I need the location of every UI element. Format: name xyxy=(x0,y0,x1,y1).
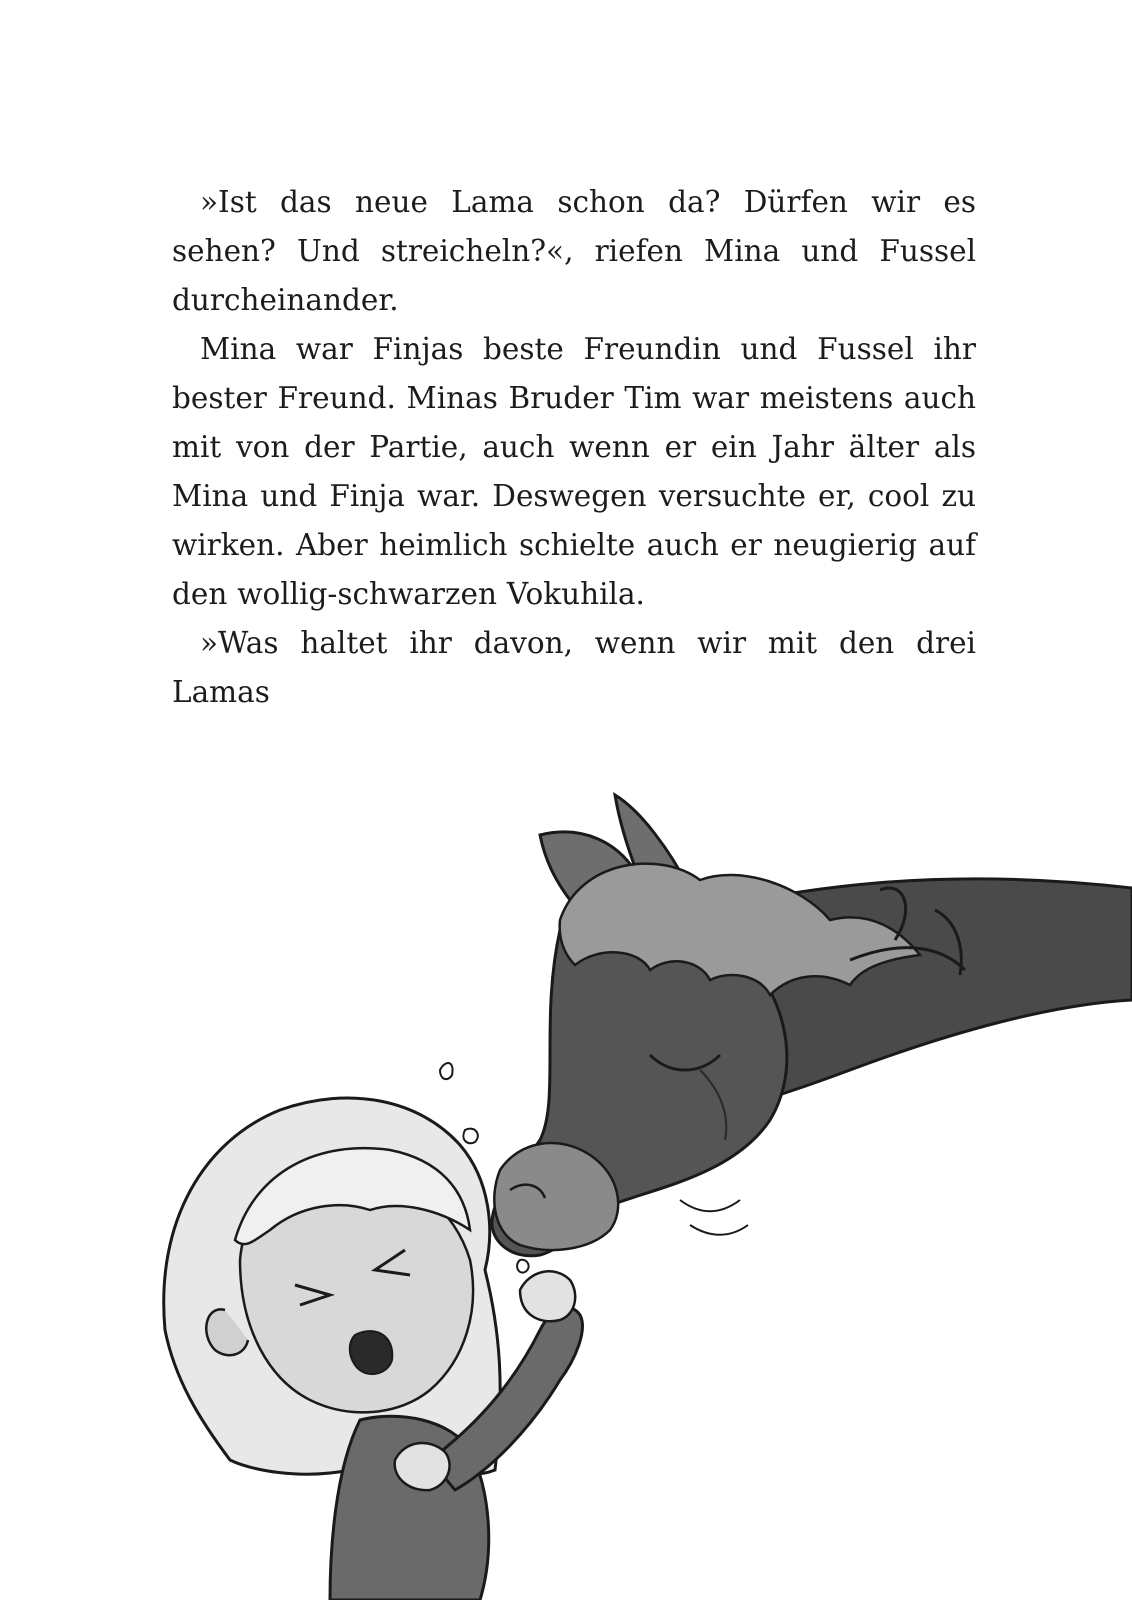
splash-drop xyxy=(440,1063,453,1079)
paragraph-3: »Was haltet ihr davon, wenn wir mit den drei Lamas xyxy=(172,626,976,709)
girl-and-llama-illustration xyxy=(0,770,1132,1600)
splash-drop xyxy=(463,1129,477,1144)
paragraph-1: »Ist das neue Lama schon da? Dürfen wir es sehen? Und streicheln?«, riefen Mina und Fussel durcheinander. xyxy=(172,185,976,317)
paragraph-2: Mina war Finjas beste Freundin und Fussel ihr bester Freund. Minas Bruder Tim war meistens auch mit von der Partie, auch wenn er ein Jahr älter als Mina und Finja war. Deswegen versuchte er, cool zu wirken. Aber heimlich schielte auch er neugierig auf den wollig-schwarzen Vokuhila. xyxy=(172,332,976,611)
girl-mouth xyxy=(350,1331,393,1374)
girl-hand xyxy=(520,1271,575,1321)
motion-line xyxy=(690,1225,748,1235)
motion-line xyxy=(680,1200,740,1211)
story-text xyxy=(172,178,976,717)
splash-drop xyxy=(517,1260,529,1273)
girl-hand xyxy=(395,1443,450,1490)
